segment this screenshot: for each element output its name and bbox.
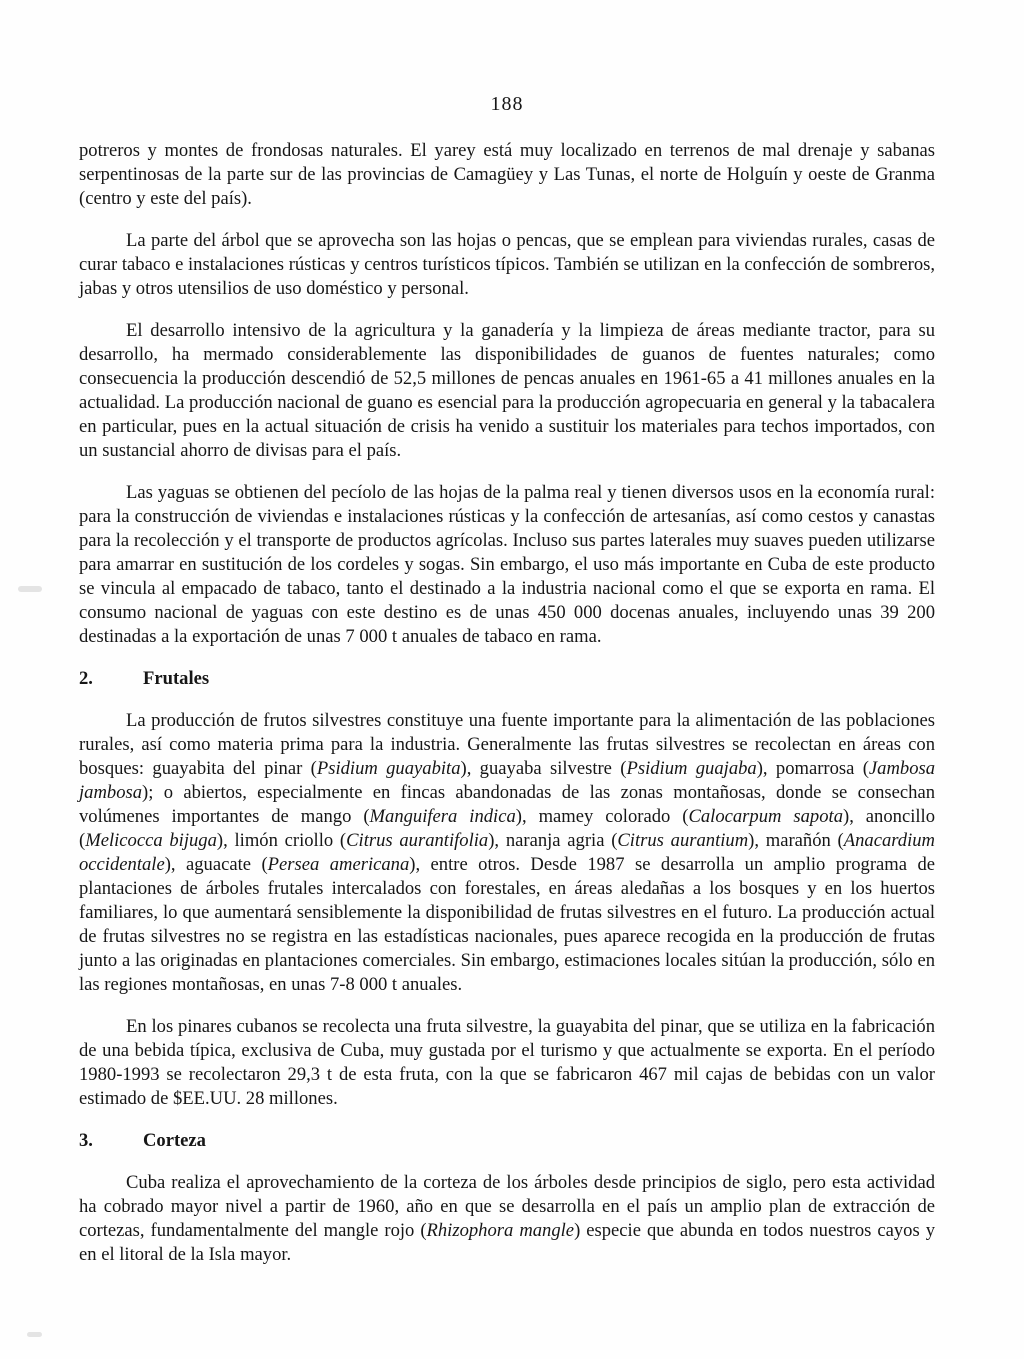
paragraph-text: En los pinares cubanos se recolecta una fruta silvestre, la guayabita del pinar, que se utiliza en la fabricación de una bebida típica, exclusiva de Cuba, muy gustada por el turismo y que actualmente se exporta. En el período 1980-1993 se recolectaron 29,3 t de esta fruta, con la que se fabricaron 467 mil cajas de bebidas con un valor estimado de $EE.UU. 28 millones. bbox=[79, 1016, 935, 1109]
species-name: Manguifera indica bbox=[369, 806, 516, 827]
paragraph bbox=[79, 481, 935, 649]
species-name: Citrus aurantifolia bbox=[346, 830, 489, 851]
section-heading bbox=[79, 667, 935, 691]
species-name: Rhizophora mangle bbox=[426, 1220, 575, 1241]
paragraph-text: Cuba realiza el aprovechamiento de la corteza de los árboles desde principios de siglo, pero esta actividad ha cobrado mayor nivel a partir de 1960, año en que se desarrolla en el país un amplio plan de extracción de cortezas, fundamentalmente del mangle rojo ( bbox=[79, 1172, 935, 1241]
species-name: Anacardium occidentale bbox=[79, 830, 935, 875]
section-number: 3. bbox=[79, 1130, 93, 1151]
paragraph-text: El desarrollo intensivo de la agricultura y la ganadería y la limpieza de áreas mediante tractor, para su desarrollo, ha mermado considerablemente las disponibilidades de guanos de fuentes naturales; como consecuencia la producción descendió de 52,5 millones de pencas anuales en 1961-65 a 41 millones anuales en la actualidad. La producción nacional de guano es esencial para la producción agropecuaria en general y la tabacalera en particular, pues en la actual situación de crisis ha venido a sustituir los materiales para techos importados, con un sustancial ahorro de divisas para el país. bbox=[79, 320, 935, 461]
section-number: 2. bbox=[79, 668, 93, 689]
paragraph bbox=[79, 709, 935, 997]
paragraph-text: Las yaguas se obtienen del pecíolo de las hojas de la palma real y tienen diversos usos en la economía rural: para la construcción de viviendas e instalaciones rústicas y la confección de artesanías, así como cestos y canastas para la recolección y el transporte de productos agrícolas. Incluso sus partes laterales muy suaves pueden utilizarse para amarrar en sustitución de los cordeles y sogas. Sin embargo, el uso más importante en Cuba de este producto se vincula al empacado de tabaco, tanto el destinado a la industria nacional como el que se exporta en rama. El consumo nacional de yaguas con este destino es de unas 450 000 docenas anuales, incluyendo unas 39 200 destinadas a la exportación de unas 7 000 t anuales de tabaco en rama. bbox=[79, 482, 935, 647]
paragraph bbox=[79, 1171, 935, 1267]
species-name: Psidium guajaba bbox=[626, 758, 757, 779]
paragraph bbox=[79, 1015, 935, 1111]
section-title: Corteza bbox=[143, 1130, 206, 1151]
paragraph-text: ), pomarrosa ( bbox=[756, 758, 869, 779]
paragraph-text: La parte del árbol que se aprovecha son las hojas o pencas, que se emplean para viviendas rurales, casas de curar tabaco e instalaciones rústicas y centros turísticos típicos. También se utilizan en la confección de sombreros, jabas y otros utensilios de uso doméstico y personal. bbox=[79, 230, 935, 299]
paragraph-text: ), aguacate ( bbox=[164, 854, 268, 875]
paragraph-text: ), marañón ( bbox=[748, 830, 844, 851]
species-name: Citrus aurantium bbox=[617, 830, 749, 851]
paragraph bbox=[79, 229, 935, 301]
paragraph bbox=[79, 319, 935, 463]
paragraph-text: ), limón criollo ( bbox=[216, 830, 347, 851]
species-name: Jambosa jambosa bbox=[79, 758, 936, 803]
page-number: 188 bbox=[490, 93, 524, 115]
species-name: Persea americana bbox=[267, 854, 410, 875]
scan-artifact bbox=[27, 1332, 42, 1337]
paragraph-text: ), mamey colorado ( bbox=[515, 806, 689, 827]
scan-artifact bbox=[18, 586, 42, 592]
document-body bbox=[79, 139, 935, 1285]
paragraph-text: ) especie que abunda en todos nuestros cayos y en el litoral de la Isla mayor. bbox=[79, 1220, 935, 1265]
paragraph bbox=[79, 139, 935, 211]
section-heading bbox=[79, 1129, 935, 1153]
paragraph-text: La producción de frutos silvestres constituye una fuente importante para la alimentación de las poblaciones rurales, así como materia prima para la industria. Generalmente las frutas silvestres se recolectan en áreas con bosques: guayabita del pinar ( bbox=[79, 710, 935, 779]
paragraph-text: potreros y montes de frondosas naturales. El yarey está muy localizado en terrenos de mal drenaje y sabanas serpentinosas de la parte sur de las provincias de Camagüey y Las Tunas, el norte de Holguín y oeste de Granma (centro y este del país). bbox=[79, 140, 935, 209]
species-name: Melicocca bijuga bbox=[85, 830, 217, 851]
paragraph-text: ), entre otros. Desde 1987 se desarrolla un amplio programa de plantaciones de árboles frutales intercalados con forestales, en áreas aledañas a los bosques y en los huertos familiares, lo que aumentará sensiblemente la disponibilidad de frutas silvestres en el futuro. La producción actual de frutas silvestres no se registra en las estadísticas nacionales, pues aparece recogida en la producción de frutas junto a las originadas en plantaciones comerciales. Sin embargo, estimaciones locales sitúan la producción, sólo en las regiones montañosas, en unas 7-8 000 t anuales. bbox=[79, 854, 936, 995]
section-title: Frutales bbox=[143, 668, 210, 689]
species-name: Calocarpum sapota bbox=[688, 806, 843, 827]
paragraph-text: ), guayaba silvestre ( bbox=[460, 758, 627, 779]
paragraph-text: ), anoncillo ( bbox=[79, 806, 935, 851]
paragraph-text: ); o abiertos, especialmente en fincas abandonadas de las zonas montañosas, donde se consechan volúmenes importantes de mango ( bbox=[79, 782, 935, 827]
paragraph-text: ), naranja agria ( bbox=[488, 830, 618, 851]
species-name: Psidium guayabita bbox=[316, 758, 461, 779]
